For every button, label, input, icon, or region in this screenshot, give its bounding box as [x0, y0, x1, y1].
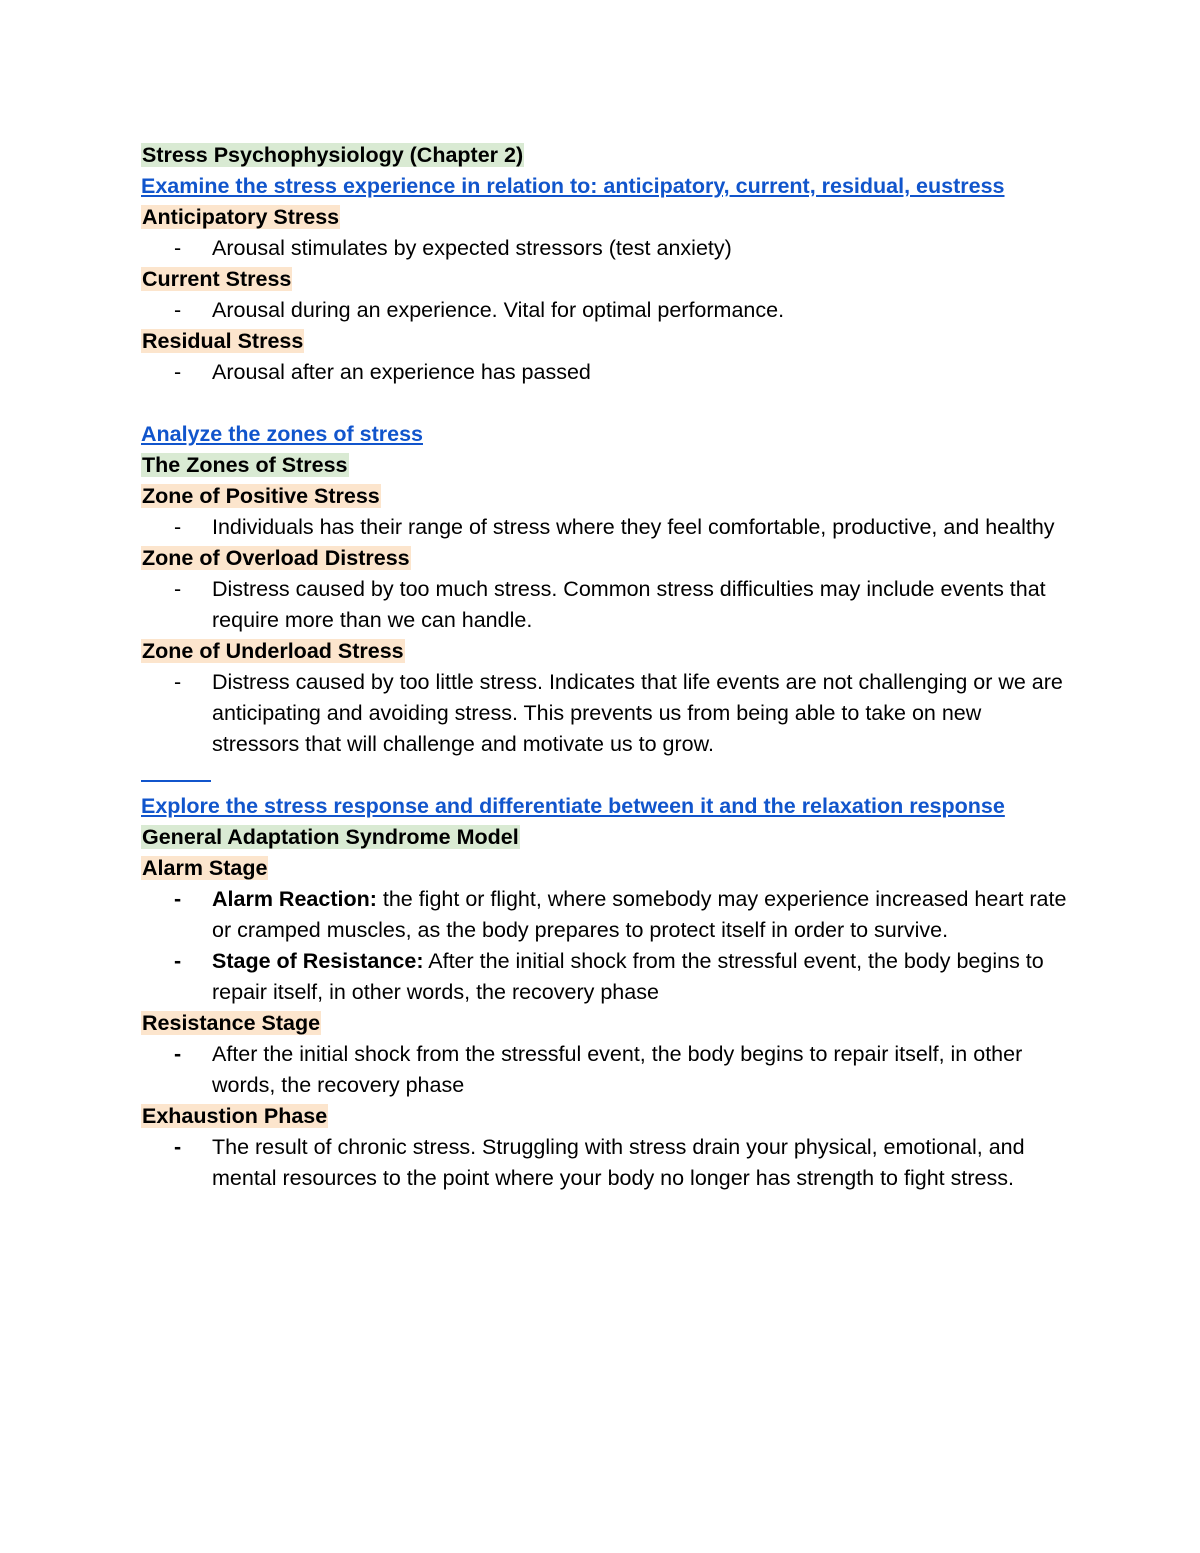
- list-item: [141, 357, 1071, 388]
- bullet-dash: -: [174, 236, 182, 260]
- bullet-dash: -: [174, 360, 182, 384]
- heading-residual-stress: Residual Stress: [142, 329, 304, 353]
- bullet-dash: -: [174, 1042, 182, 1066]
- document-title: Stress Psychophysiology (Chapter 2): [142, 143, 524, 167]
- objective-link-stress-response[interactable]: Explore the stress response and differentiate between it and the relaxation response: [141, 794, 1005, 818]
- subtitle-zones-of-stress: The Zones of Stress: [142, 453, 348, 477]
- bullet-dash: -: [174, 515, 182, 539]
- heading-exhaustion-phase: Exhaustion Phase: [142, 1104, 328, 1128]
- bullet-dash: -: [174, 670, 182, 694]
- document-content: [141, 140, 1071, 1194]
- term-stage-of-resistance: Stage of Resistance:: [212, 949, 424, 973]
- list-item-text: Arousal stimulates by expected stressors (test anxiety): [212, 236, 732, 260]
- bullet-dash: -: [174, 887, 182, 911]
- bullet-dash: -: [174, 1135, 182, 1159]
- bullet-dash: -: [174, 949, 182, 973]
- list-item-text: The result of chronic stress. Struggling with stress drain your physical, emotional, and mental resources to the point where your body no longer has strength to fight stress.: [212, 1135, 1025, 1190]
- heading-anticipatory-stress: Anticipatory Stress: [142, 205, 340, 229]
- link-underline-rule: [141, 780, 211, 782]
- list-item: [141, 946, 1071, 1008]
- bullet-dash: -: [174, 577, 182, 601]
- list-item-text: After the initial shock from the stressful event, the body begins to repair itself, in other words, the recovery phase: [212, 949, 1044, 1004]
- heading-zone-underload-stress: Zone of Underload Stress: [142, 639, 404, 663]
- list-item-text: Arousal after an experience has passed: [212, 360, 591, 384]
- list-item: [141, 667, 1071, 760]
- heading-resistance-stage: Resistance Stage: [142, 1011, 321, 1035]
- list-item: [141, 1132, 1071, 1194]
- list-item-text: Distress caused by too little stress. Indicates that life events are not challenging or we are anticipating and avoiding stress. This prevents us from being able to take on new stressors that will challenge and motivate us to grow.: [212, 670, 1063, 756]
- list-item: [141, 512, 1071, 543]
- objective-link-zones-of-stress[interactable]: Analyze the zones of stress: [141, 422, 423, 446]
- subtitle-general-adaptation-syndrome: General Adaptation Syndrome Model: [142, 825, 519, 849]
- bullet-dash: -: [174, 298, 182, 322]
- term-alarm-reaction: Alarm Reaction:: [212, 887, 377, 911]
- list-item-text: Arousal during an experience. Vital for optimal performance.: [212, 298, 785, 322]
- list-item: [141, 574, 1071, 636]
- heading-alarm-stage: Alarm Stage: [142, 856, 268, 880]
- blank-line: [141, 388, 1071, 419]
- heading-current-stress: Current Stress: [142, 267, 292, 291]
- list-item: [141, 1039, 1071, 1101]
- list-item-text: Individuals has their range of stress where they feel comfortable, productive, and healthy: [212, 515, 1055, 539]
- list-item: [141, 295, 1071, 326]
- list-item-text: Distress caused by too much stress. Common stress difficulties may include events that require more than we can handle.: [212, 577, 1046, 632]
- list-item-text: the fight or flight, where somebody may experience increased heart rate or cramped muscles, as the body prepares to protect itself in order to survive.: [212, 887, 1067, 942]
- heading-zone-positive-stress: Zone of Positive Stress: [142, 484, 380, 508]
- objective-link-stress-experience[interactable]: Examine the stress experience in relation to: anticipatory, current, residual, eustress: [141, 174, 1005, 198]
- list-item: [141, 233, 1071, 264]
- list-item-text: After the initial shock from the stressful event, the body begins to repair itself, in other words, the recovery phase: [212, 1042, 1023, 1097]
- heading-zone-overload-distress: Zone of Overload Distress: [142, 546, 410, 570]
- list-item: [141, 884, 1071, 946]
